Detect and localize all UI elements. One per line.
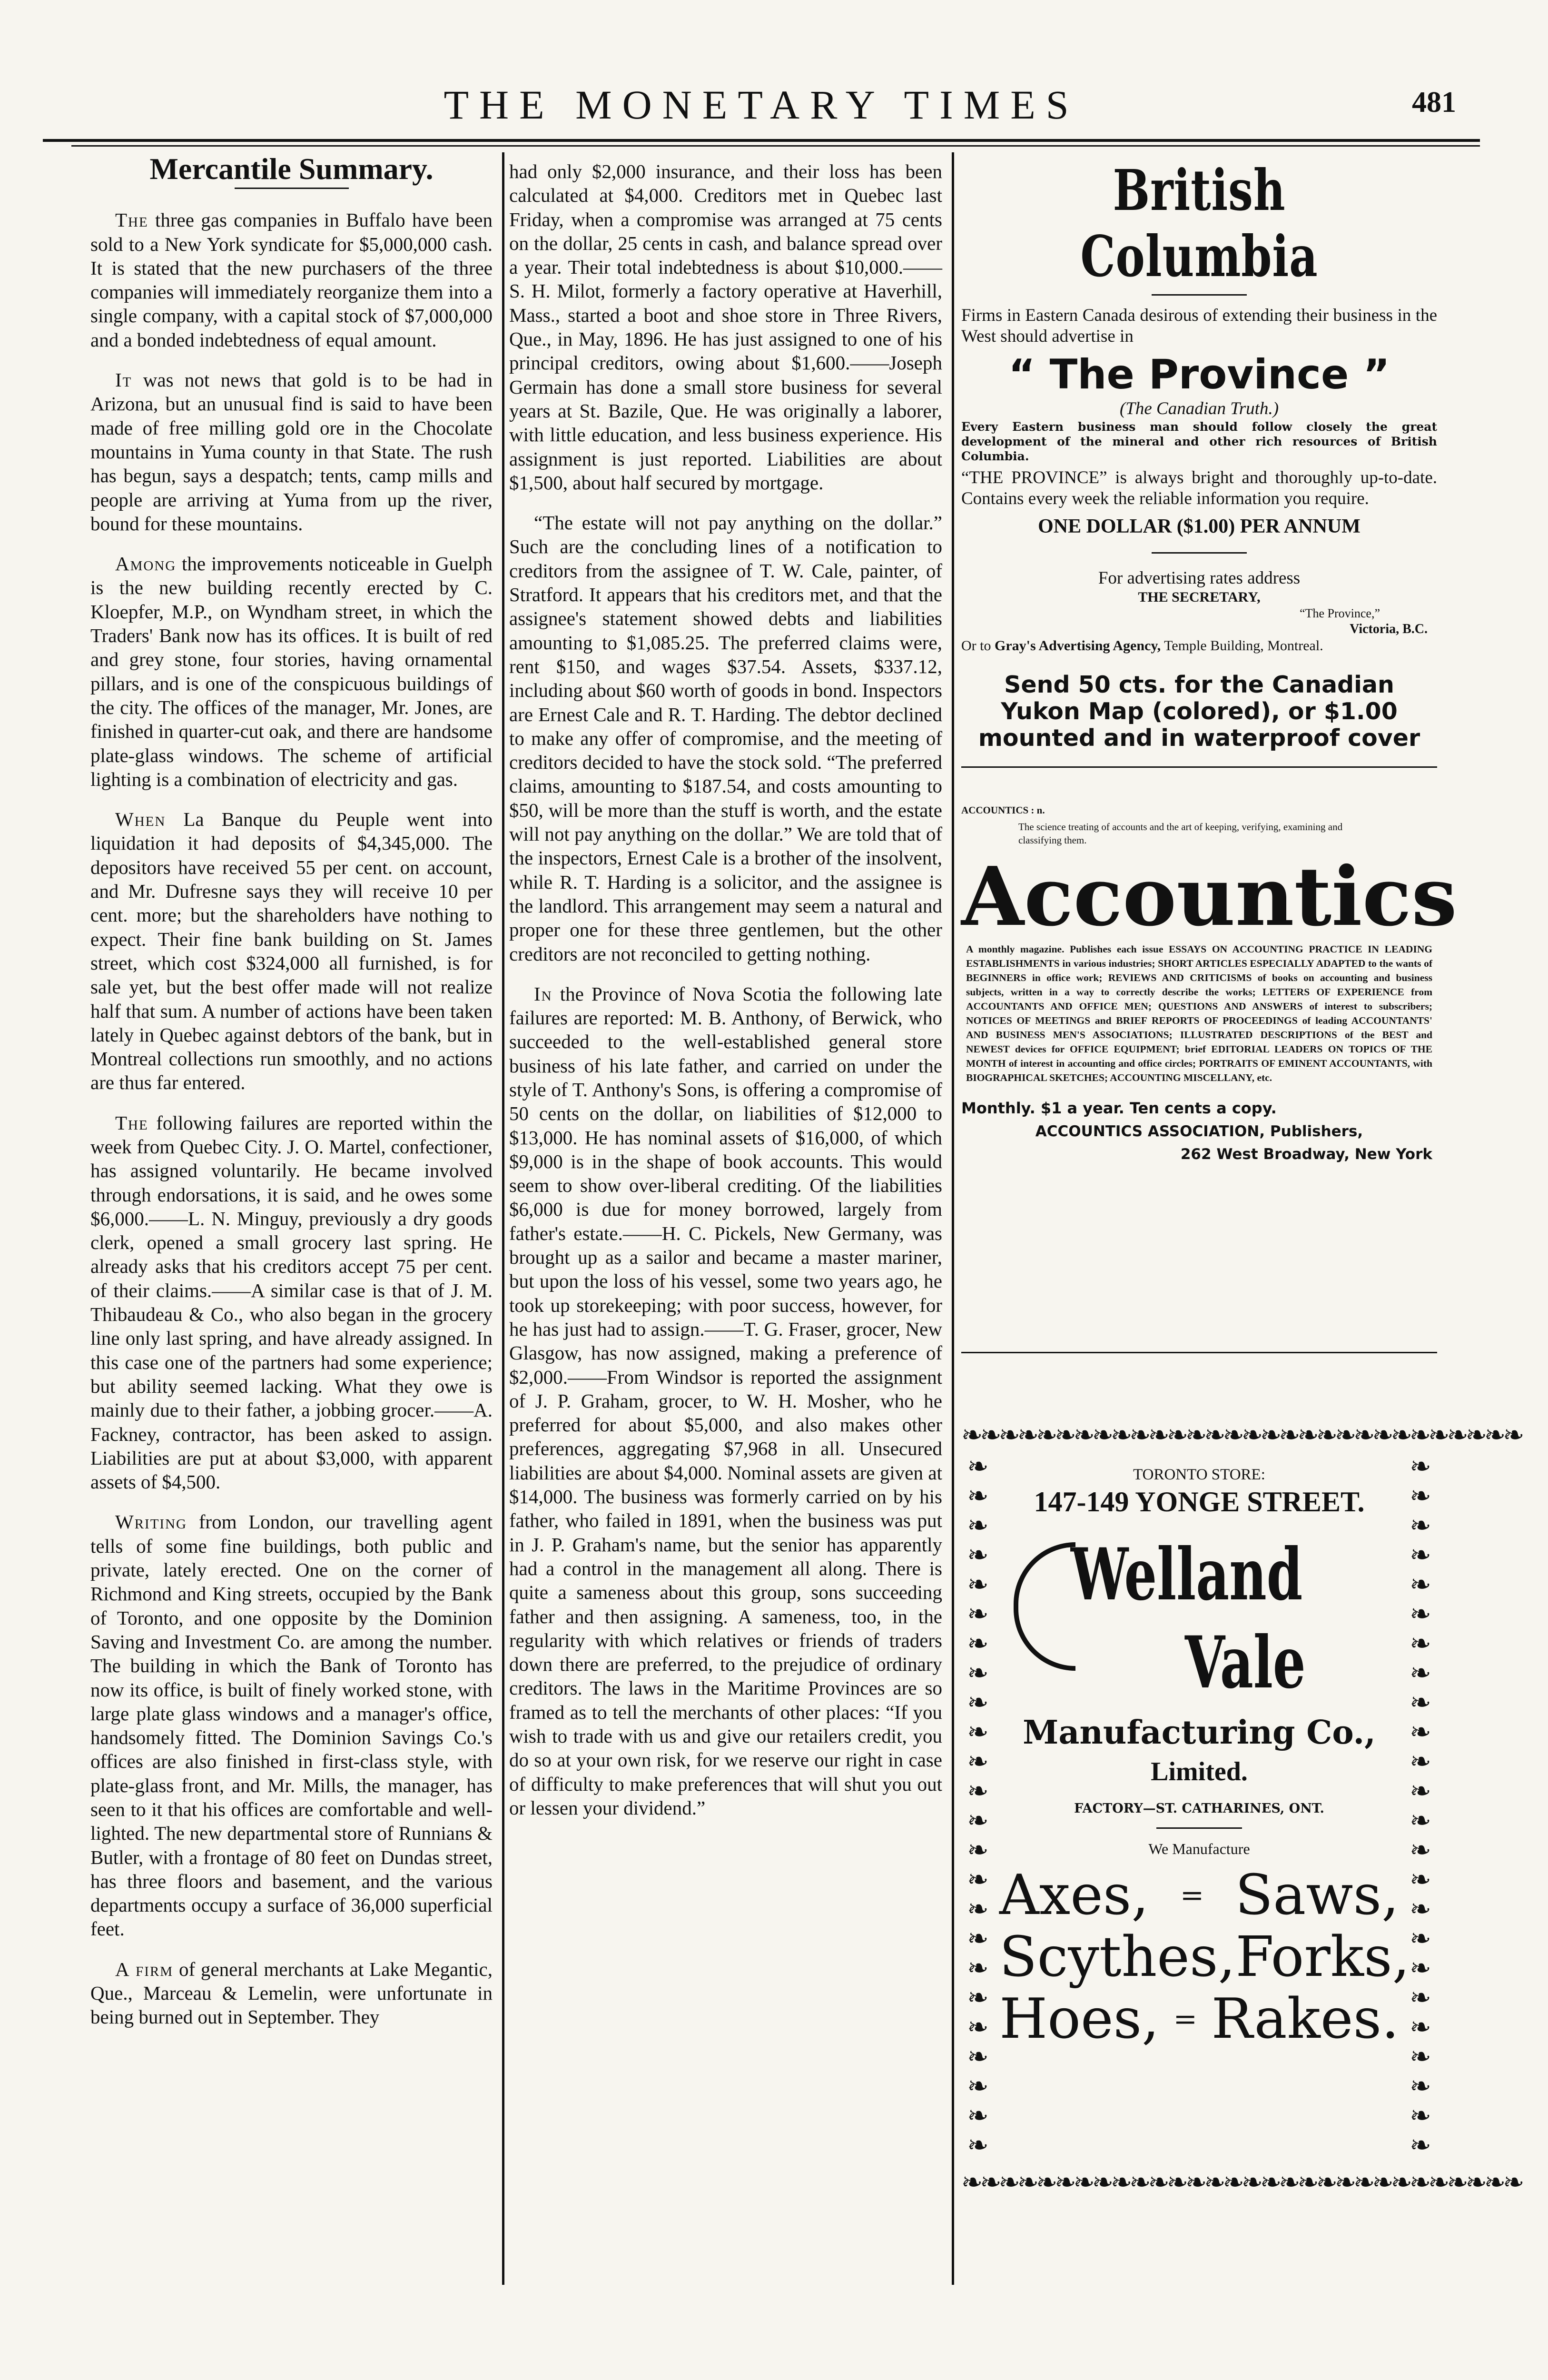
- ad-bc-alternative: Or to Gray's Advertising Agency, Temple Building, Montreal.: [961, 638, 1323, 654]
- article-london-buildings: Writing from London, our travelling agent tells of some fine buildings, both public and private, lately erected. One on the corner of Richmond and King streets, occupied by the Bank of Toronto, and one opposite by the Dominion Saving and Investment Co. are among the number. The building in which the Bank of Toronto has now its office, is built of finely worked stone, with large plate glass windows and a manager's office, handsomely fitted. The Dominion Savings Co.'s offices are also finished in first-class style, with plate-glass front, and Mr. Mills, the manager, has seen to it that his offices are comfortable and well-lighted. The new departmental store of Runnians & Butler, with a frontage of 80 feet on Dundas street, has three floors and basement, and the various departments occupy a surface of 36,000 superficial feet.: [90, 1511, 493, 1940]
- product-name: Axes,: [999, 1863, 1149, 1927]
- ad-bc-intro: Firms in Eastern Canada desirous of extending their business in the West should advertise in: [961, 306, 1437, 346]
- welland-content: [999, 1461, 1410, 2051]
- ad-acc-def-word: ACCOUNTICS : n.: [961, 804, 1045, 816]
- column-two: [509, 159, 942, 1836]
- product-separator: =: [1180, 1879, 1204, 1912]
- ad-bc-pitch: Every Eastern business man should follow closely the great development of the mineral and other rich resources of British Columbia.: [961, 420, 1437, 463]
- store-address: 147-149 YONGE STREET.: [1034, 1486, 1365, 1517]
- column-mercantile-summary: [90, 152, 493, 2045]
- ad-bc-title: British Columbia: [1080, 157, 1318, 289]
- page-header: [48, 71, 1475, 138]
- ad-bc-paper-name: “ The Province ”: [1008, 351, 1390, 398]
- header-rule-thin: [71, 145, 1480, 147]
- product-list: [999, 1863, 1410, 2051]
- ad-divider-1: [961, 766, 1437, 768]
- ad-divider-2: [961, 1352, 1437, 1353]
- manufacture-label: We Manufacture: [1148, 1840, 1250, 1857]
- welland-rule: [1156, 1827, 1242, 1829]
- masthead: THE MONETARY TIMES: [444, 82, 1079, 128]
- ad-acc-price: Monthly. $1 a year. Ten cents a copy.: [961, 1099, 1277, 1117]
- ad-british-columbia: [961, 157, 1437, 752]
- company-type: Manufacturing Co.,: [1023, 1714, 1376, 1752]
- product-row: [999, 1988, 1399, 2050]
- ornament-border-right: ❧ ❧ ❧ ❧ ❧ ❧ ❧ ❧ ❧ ❧ ❧ ❧ ❧ ❧ ❧ ❧ ❧ ❧ ❧ ❧ ❧ ❧ ❧ ❧: [1410, 1452, 1431, 2160]
- product-name: Forks,: [1235, 1925, 1410, 1989]
- ad-acc-title: Accountics: [961, 849, 1457, 944]
- ad-bc-body: “THE PROVINCE” is always bright and thoroughly up-to-date. Contains every week the reliable information you require.: [961, 468, 1437, 508]
- ornament-border-top: ❧❧❧❧❧❧❧❧❧❧❧❧❧❧❧❧❧❧❧❧❧❧❧❧❧❧❧❧❧❧: [961, 1421, 1522, 1449]
- article-guelph-building: Among the improvements noticeable in Guelph is the new building recently erected by C. Kloepfer, M.P., on Wyndham street, in which the Traders' Bank now has its offices. It is built of red and grey stone, four stories, having ornamental pillars, and is one of the conspicuous buildings of the city. The offices of the manager, Mr. Jones, are finished in quarter-cut oak, and there are handsome plate-glass windows. The scheme of artificial lighting is a combination of electricity and gas.: [90, 553, 493, 790]
- company-name-1: Welland: [1071, 1533, 1303, 1616]
- article-nova-scotia: In the Province of Nova Scotia the following late failures are reported: M. B. Anthony, of Berwick, who succeeded to the well-established general store business of his late father, and carried on under the style of T. Anthony's Sons, is offering a compromise of 50 cents on the dollar, on liabilities of $12,000 to $13,000. He has nominal assets of $16,000, of which $9,000 is in the shape of book accounts. This would seem to show over-liberal crediting. Of the liabilities $6,000 is due for money borrowed, largely from father's estate.——H. C. Pickels, New Germany, was brought up as a sailor and became a master mariner, but upon the loss of his vessel, some two years ago, he took up storekeeping; with poor success, however, for he has just had to assign.——T. G. Fraser, grocer, New Glasgow, has now assigned, making a preference of $2,000.——From Windsor is reported the assignment of J. P. Graham, grocer, to W. H. Mosher, who he preferred for about $5,000, and also makes other preferences, aggregating $7,968 in all. Unsecured liabilities are about $4,000. Nominal assets are given at $14,000. The business was formerly carried on by his father, who failed in 1891, when the business was put in J. P. Graham's name, but the senior has apparently had a control in the management all along. There is quite a sameness about this group, sons succeeding father and then assigning. A sameness, too, in the regularity with which relatives or friends of traders down there are preferred, to the prejudice of ordinary creditors. The laws in the Maritime Provinces are so framed as to tell the merchants of other places: “If you wish to trade with us and give our retailers credit, you do so at your own risk, for we reserve our right in case of difficulty to make preferences that will shut you out or lessen your dividend.”: [509, 982, 942, 1819]
- article-stratford-estate: “The estate will not pay anything on the dollar.” Such are the concluding lines of a notification to creditors from the assignee of T. W. Cale, painter, of Stratford. It appears that his creditors met, and that the assignee's statement showed debts and liabilities amounting to $1,085.25. The preferred claims were, rent $150, and wages $37.54. Assets, $337.12, including about $60 worth of goods in bond. Inspectors are Ernest Cale and R. T. Harding. The debtor declined to make any offer of compromise, and the meeting of creditors decided to have the stock sold. “The preferred claims, amounting to $187.54, and costs amounting to $50, will be more than the stuff is worth, and the estate will not pay anything on the dollar.” We are told that of the inspectors, Ernest Cale is a brother of the insolvent, while R. T. Harding is a solicitor, and the assignee is the landlord. This arrangement may seem a natural and proper one for these three gentlemen, but the other creditors are not reconciled to getting nothing.: [509, 512, 942, 965]
- product-separator: =: [1173, 2003, 1197, 2036]
- company-limited: Limited.: [1151, 1757, 1248, 1786]
- company-name-2: Vale: [1185, 1621, 1306, 1705]
- ad-bc-price: ONE DOLLAR ($1.00) PER ANNUM: [1038, 516, 1361, 537]
- section-title: Mercantile Summary.: [149, 152, 434, 186]
- ad-bc-address-1: THE SECRETARY,: [1138, 589, 1261, 605]
- ad-welland-vale: [961, 1418, 1522, 2199]
- product-row: [999, 1864, 1399, 1926]
- article-quebec-failures: The following failures are reported within the week from Quebec City. J. O. Martel, confectioner, has assigned voluntarily. He became involved through endorsations, it is said, and he owes some $6,000.——L. N. Minguy, previously a dry goods clerk, opened a small grocery last spring. He already asks that his creditors accept 75 per cent. of their claims.——A similar case is that of J. M. Thibaudeau & Co., who also began in the grocery line only last spring, and have already assigned. In this case one of the partners had some experience; but ability seemed lacking. What they owe is mainly due to their father, a jobbing grocer.——A. Fackney, contractor, has been asked to assign. Liabilities are put at about $3,000, with apparent assets of $4,500.: [90, 1111, 493, 1493]
- ad-bc-tagline: (The Canadian Truth.): [1119, 399, 1279, 418]
- ornament-border-bottom: ❧❧❧❧❧❧❧❧❧❧❧❧❧❧❧❧❧❧❧❧❧❧❧❧❧❧❧❧❧❧: [961, 2168, 1522, 2197]
- article-banque-du-peuple: When La Banque du Peuple went into liquidation it had deposits of $4,345,000. The depositors have received 55 per cent. on account, and Mr. Dufresne says they will receive 10 per cent. more; but the shareholders have nothing to expect. Their fine bank building on St. James street, which cost $324,000 all furnished, is for sale yet, but the best offer made will not realize half that sum. A number of actions have been taken lately in Quebec against debtors of the bank, but in Montreal collections run smoothly, and no actions are thus far entered.: [90, 808, 493, 1094]
- article-lake-megantic: A firm of general merchants at Lake Megantic, Que., Marceau & Lemelin, were unfortunate in being burned out in September. They: [90, 1958, 493, 2028]
- article-gas-companies: The three gas companies in Buffalo have been sold to a New York syndicate for $5,000,000 cash. It is stated that the new purchasers of the three companies will immediately reorganize them into a single company, with a capital stock of $7,000,000 and a bonded indebtedness of equal amount.: [90, 209, 493, 351]
- product-name: Hoes,: [999, 1987, 1160, 2051]
- ornament-border-left: ❧ ❧ ❧ ❧ ❧ ❧ ❧ ❧ ❧ ❧ ❧ ❧ ❧ ❧ ❧ ❧ ❧ ❧ ❧ ❧ ❧ ❧ ❧ ❧: [967, 1452, 989, 2160]
- page-number: 481: [1412, 86, 1456, 119]
- product-name: Rakes.: [1211, 1987, 1399, 2051]
- ad-acc-publisher: ACCOUNTICS ASSOCIATION, Publishers,: [1035, 1123, 1363, 1140]
- company-name-block: [999, 1533, 1399, 1704]
- ad-bc-rule-2: [1152, 552, 1247, 554]
- ad-acc-address: 262 West Broadway, New York: [1180, 1146, 1432, 1163]
- ad-bc-address-3: Victoria, B.C.: [1350, 622, 1428, 636]
- title-rule: [235, 188, 349, 189]
- ad-accountics: [961, 804, 1457, 1163]
- product-name: Saws,: [1235, 1863, 1399, 1927]
- ad-bc-address-2: “The Province,”: [1300, 606, 1380, 620]
- factory-location: FACTORY—ST. CATHARINES, ONT.: [1074, 1801, 1324, 1816]
- product-row: [999, 1925, 1410, 1989]
- ad-acc-body: A monthly magazine. Publishes each issue ESSAYS ON ACCOUNTING PRACTICE IN LEADING ESTABLISHMENTS in various industries; SHORT ARTICLES ESPECIALLY ADAPTED to the wants of BEGINNERS in office work; REVIEWS AND CRITICISMS of books on accounting and business subjects, written in a way to correctly describe the works; LETTERS OF EXPERIENCE from ACCOUNTANTS AND OFFICE MEN; QUESTIONS AND ANSWERS of interest to subscribers; NOTICES OF MEETINGS and BRIEF REPORTS OF PROCEEDINGS of leading ACCOUNTANTS' AND BUSINESS MEN'S ASSOCIATIONS; ILLUSTRATED DESCRIPTIONS of the BEST and NEWEST devices for OFFICE EQUIPMENT; brief EDITORIAL LEADERS ON TOPICS OF THE MONTH of interest in accounting and office circles; PORTRAITS OF EMINENT ACCOUNTANTS, with BIOGRAPHICAL SKETCHES; ACCOUNTING MISCELLANY, etc.: [966, 943, 1432, 1083]
- c-flourish-icon: [1014, 1542, 1075, 1671]
- ad-yukon-map: Send 50 cts. for the Canadian Yukon Map (colored), or $1.00 mounted and in waterproof cover: [978, 671, 1420, 752]
- header-rule: [43, 139, 1480, 142]
- column-rule-2: [952, 152, 954, 2285]
- product-name: Scythes,: [999, 1925, 1236, 1989]
- store-label: TORONTO STORE:: [1133, 1466, 1265, 1483]
- article-arizona-gold: It was not news that gold is to be had in Arizona, but an unusual find is said to have been made of free milling gold ore in the Chocolate mountains in Yuma county in that State. The rush has begun, says a despatch; tents, camp mills and people are arriving at Yuma from up the river, bound for these mountains.: [90, 369, 493, 535]
- ad-acc-definition: The science treating of accounts and the art of keeping, verifying, examining and classifying them.: [1018, 821, 1343, 846]
- article-continued: had only $2,000 insurance, and their loss has been calculated at $4,000. Creditors met in Quebec last Friday, when a compromise was arranged at 75 cents on the dollar, 25 cents in cash, and balance spread over a year. Their total indebtedness is about $10,000.——S. H. Milot, formerly a factory operative at Haverhill, Mass., started a boot and shoe store in Three Rivers, Que., in May, 1896. He has just assigned to one of his principal creditors, owing about $1,600.——Joseph Germain has done a small store business for several years at St. Bazile, Que. He was originally a laborer, with little education, and less business experience. His assignment is just reported. Liabilities are about $1,500, about half secured by mortgage.: [509, 160, 942, 494]
- ad-bc-rates: For advertising rates address: [1098, 568, 1301, 588]
- ad-bc-rule: [1152, 294, 1247, 296]
- column-rule-1: [502, 152, 504, 2285]
